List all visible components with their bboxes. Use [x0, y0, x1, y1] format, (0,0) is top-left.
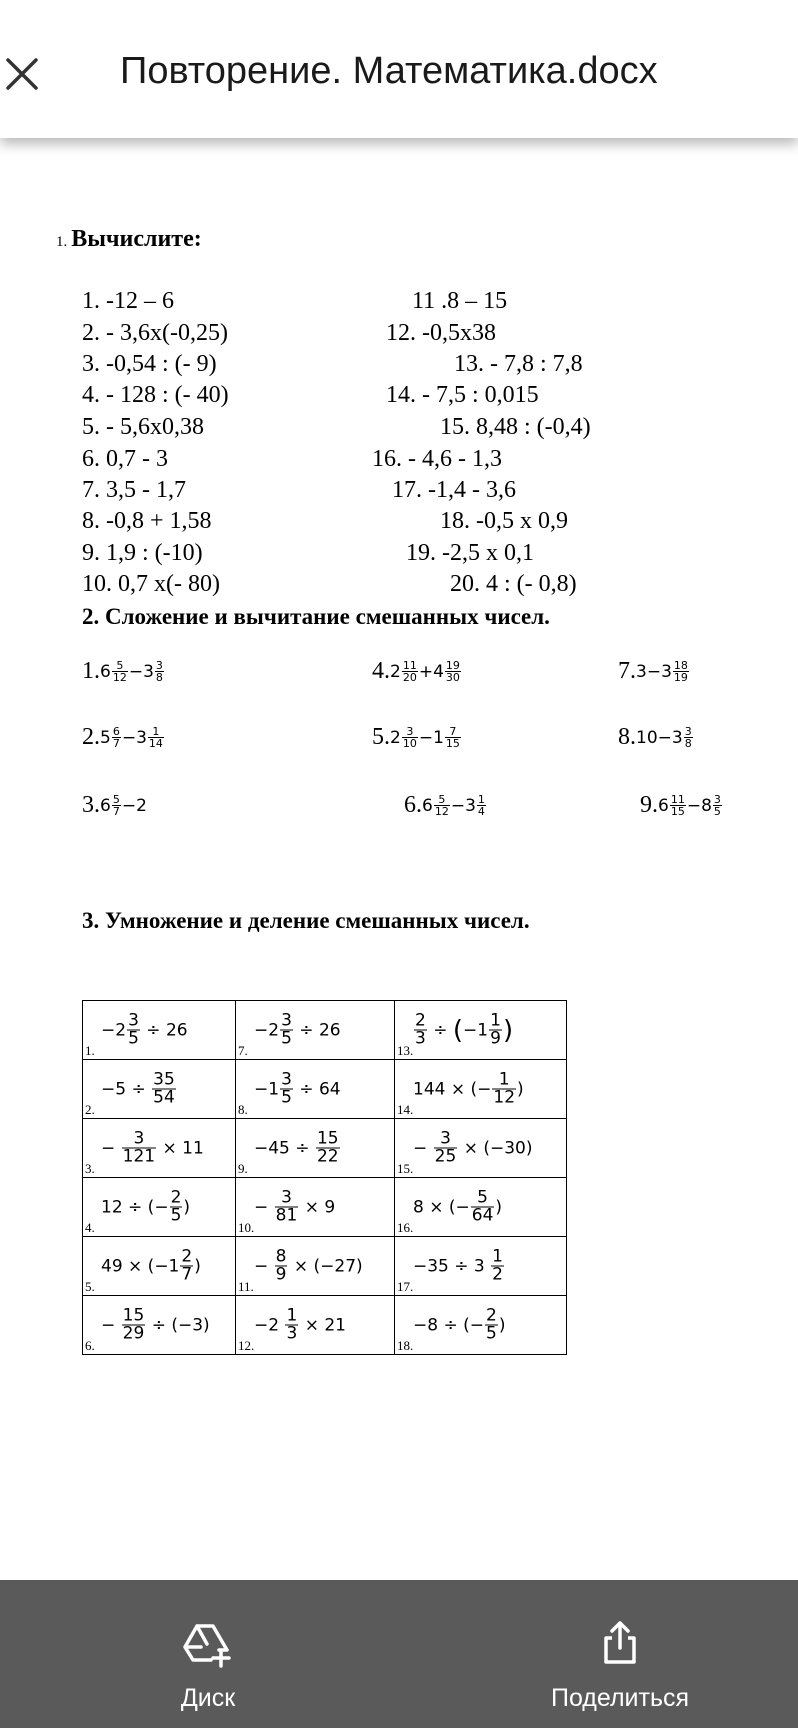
- section-2-title: 2. Сложение и вычитание смешанных чисел.: [82, 604, 550, 629]
- table-cell: 2. −5 ÷ $\frac{35}{54}$: [83, 1060, 236, 1119]
- table-row: [83, 1060, 567, 1119]
- exercise-19: 19. -2,5 x 0,1: [406, 540, 534, 566]
- table-cell: 4. 12 ÷ (− $\frac{2}{5}$ ): [83, 1178, 236, 1237]
- section-3-title: 3. Умножение и деление смешанных чисел.: [82, 908, 530, 933]
- mixed-item-3: 3. 6 $\frac{5}{7}$ − 2: [82, 792, 147, 818]
- table-cell: 15. − $\frac{3}{25}$ × (−30): [395, 1119, 567, 1178]
- share-icon: [600, 1620, 640, 1666]
- document-page[interactable]: [0, 138, 798, 1580]
- exercise-4: 4. - 128 : (- 40): [82, 382, 229, 408]
- section-1-title: Вычислите:: [71, 226, 202, 252]
- exercise-7: 7. 3,5 - 1,7: [82, 477, 186, 503]
- mixed-item-4: 4. 2 $\frac{11}{20}$ + 4 $\frac{19}{30}$: [372, 658, 460, 684]
- table-cell: 10. − $\frac{3}{81}$ × 9: [236, 1178, 395, 1237]
- table-cell: 7. −2 $\frac{3}{5}$ ÷ 26: [236, 1001, 395, 1060]
- exercise-2: 2. - 3,6x(-0,25): [82, 320, 228, 346]
- mixed-item-6: 6. 6 $\frac{5}{12}$ − 3 $\frac{1}{4}$: [404, 792, 485, 818]
- close-icon[interactable]: [4, 56, 40, 92]
- exercise-1: 1. -12 – 6: [82, 288, 174, 314]
- mixed-item-9: 9. 6 $\frac{11}{15}$ − 8 $\frac{3}{5}$: [640, 792, 721, 818]
- exercise-6: 6. 0,7 - 3: [82, 446, 168, 472]
- table-row: [83, 1001, 567, 1060]
- exercise-5: 5. - 5,6x0,38: [82, 414, 204, 440]
- table-cell: 17. −35 ÷ 3 $\frac{1}{2}$: [395, 1237, 567, 1296]
- exercise-14: 14. - 7,5 : 0,015: [386, 382, 539, 408]
- exercise-12: 12. -0,5x38: [386, 320, 496, 346]
- table-cell: 14. 144 × (− $\frac{1}{12}$ ): [395, 1060, 567, 1119]
- exercise-11: 11 .8 – 15: [412, 288, 508, 314]
- share-button[interactable]: [520, 1580, 720, 1728]
- mixed-item-5: 5. 2 $\frac{3}{10}$ − 1 $\frac{7}{15}$: [372, 724, 460, 750]
- table-cell: 12. −2 $\frac{1}{3}$ × 21: [236, 1296, 395, 1355]
- exercise-15: 15. 8,48 : (-0,4): [440, 414, 591, 440]
- table-row: [83, 1237, 567, 1296]
- table-cell: 9. −45 ÷ $\frac{15}{22}$: [236, 1119, 395, 1178]
- section-1-heading: [56, 226, 202, 253]
- table-cell: 11. − $\frac{8}{9}$ × (−27): [236, 1237, 395, 1296]
- exercise-13: 13. - 7,8 : 7,8: [454, 351, 583, 377]
- table-cell: 3. − $\frac{3}{121}$ × 11: [83, 1119, 236, 1178]
- mixed-item-2: 2. 5 $\frac{6}{7}$ − 3 $\frac{1}{14}$: [82, 724, 163, 750]
- table-row: [83, 1178, 567, 1237]
- section-1-number: 1.: [56, 234, 68, 250]
- exercise-17: 17. -1,4 - 3,6: [392, 477, 516, 503]
- table-cell: 18. −8 ÷ (− $\frac{2}{5}$ ): [395, 1296, 567, 1355]
- mixed-numbers-table: [82, 1000, 567, 1355]
- table-cell: 8. −1 $\frac{3}{5}$ ÷ 64: [236, 1060, 395, 1119]
- table-cell: 6. − $\frac{15}{29}$ ÷ (−3): [83, 1296, 236, 1355]
- exercise-16: 16. - 4,6 - 1,3: [372, 446, 502, 472]
- table-cell: 13. $\frac{2}{3}$ ÷ ( −1 $\frac{1}{9}$ ): [395, 1001, 567, 1060]
- drive-label: Диск: [180, 1684, 236, 1712]
- table-cell: 5. 49 × (−1 $\frac{2}{7}$ ): [83, 1237, 236, 1296]
- exercise-18: 18. -0,5 x 0,9: [440, 508, 568, 534]
- exercise-8: 8. -0,8 + 1,58: [82, 508, 212, 534]
- mixed-item-7: 7. 3 − 3 $\frac{18}{19}$: [618, 658, 688, 684]
- document-title: Повторение. Математика.docx: [120, 50, 658, 92]
- table-row: [83, 1119, 567, 1178]
- exercise-3: 3. -0,54 : (- 9): [82, 351, 217, 377]
- mixed-item-8: 8. 10 − 3 $\frac{3}{8}$: [618, 724, 692, 750]
- table-cell: 16. 8 × (− $\frac{5}{64}$ ): [395, 1178, 567, 1237]
- share-label: Поделиться: [550, 1684, 690, 1712]
- table-cell: 1. −2 $\frac{3}{5}$ ÷ 26: [83, 1001, 236, 1060]
- exercise-20: 20. 4 : (- 0,8): [450, 571, 577, 597]
- table-row: [83, 1296, 567, 1355]
- add-to-drive-icon: [181, 1620, 235, 1668]
- exercise-9: 9. 1,9 : (-10): [82, 540, 203, 566]
- app-header: [0, 0, 798, 138]
- bottom-action-bar: [0, 1580, 798, 1728]
- mixed-item-1: 1. 6 $\frac{5}{12}$ − 3 $\frac{3}{8}$: [82, 658, 163, 684]
- exercise-10: 10. 0,7 x(- 80): [82, 571, 220, 597]
- drive-button[interactable]: [108, 1580, 308, 1728]
